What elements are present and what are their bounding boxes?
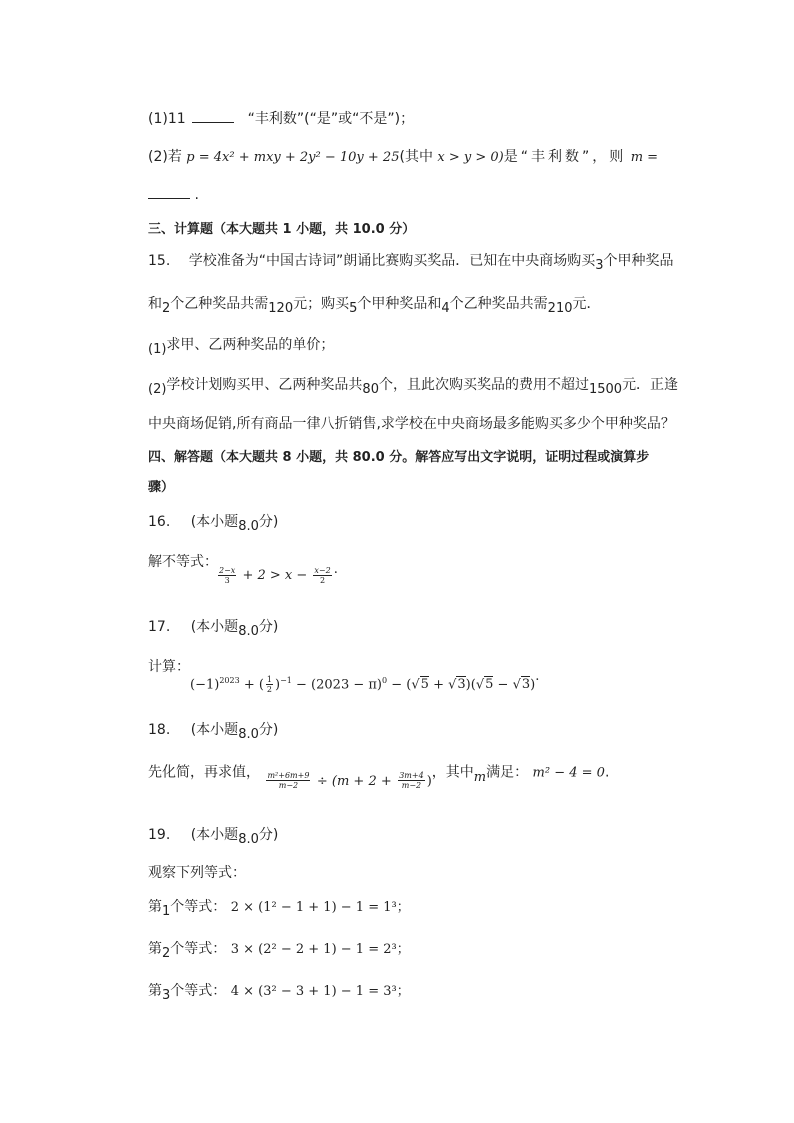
q17-score: (本小题: [190, 619, 239, 635]
q15-text: 个甲种奖品和: [357, 296, 442, 312]
q16-prompt: 解不等式：: [148, 554, 218, 570]
q17-header: [148, 618, 278, 637]
q15-line2: [148, 295, 601, 314]
q19-equation-expression: 4 × (3² − 3 + 1) − 1 = 3³；: [230, 984, 410, 999]
q16-score: 分): [258, 514, 279, 530]
q15-text: 和: [148, 296, 162, 312]
q19-equation-2: 第2个等式： 3 × (2² − 2 + 1) − 1 = 2³；: [148, 941, 410, 961]
q15-text: 个，且此次购买奖品的费用不超过: [378, 377, 589, 393]
q15-part2-line2: 中央商场促销,所有商品一律八折销售,求学校在中央商场最多能购买多少个甲种奖品？: [148, 416, 675, 432]
q18-fraction-2: $\frac{3m+4}{m-2}$: [399, 771, 424, 790]
q19-intro: 观察下列等式：: [148, 865, 246, 881]
q15-part2-label: (2): [148, 382, 167, 397]
q18-fraction-1: $\frac{\text{m²+6m+9}}{m-2}$: [267, 771, 310, 790]
q16-score-value: 8.0: [238, 519, 259, 534]
q15-part1: [148, 336, 334, 355]
q14-part2-text: 是“丰利数”，则: [503, 149, 627, 165]
q15-text: 元．: [572, 296, 601, 312]
q14-part1: [148, 110, 414, 128]
q18-number: 18.: [148, 722, 171, 738]
q15-text: 学校准备为“中国古诗词”朗诵比赛购买奖品．已知在中央商场购买: [188, 253, 596, 269]
q18-condition: m² − 4 = 0: [532, 765, 605, 781]
q19-equation-expression: 3 × (2² − 2 + 1) − 1 = 2³；: [230, 942, 410, 957]
q19-equation-3: 第3个等式： 4 × (3² − 3 + 1) − 1 = 3³；: [148, 983, 410, 1003]
q16-number: 16.: [148, 514, 171, 530]
q18-header: [148, 721, 278, 740]
q15-line1: [148, 252, 674, 271]
q16-inequality: $\frac{2-x}{3}$ + 2 > x − $\frac{x-2}{2}$ .: [219, 562, 338, 585]
q19-header: [148, 826, 278, 845]
q14-part2-m: m =: [630, 150, 659, 165]
q16-header: [148, 513, 278, 532]
q14-part1-text: “丰利数”(“是”或“不是”)；: [247, 111, 415, 127]
q14-part2-expression: p = 4x² + mxy + 2y² − 10y + 25: [186, 150, 400, 165]
q18-prompt: 先化简，再求值，: [148, 764, 260, 781]
q19-equation-expression: 2 × (1² − 1 + 1) − 1 = 1³；: [230, 900, 410, 915]
q16-inequality-middle: + 2 > x −: [242, 568, 308, 583]
q17-half-fraction: $\frac{1}{2}$: [266, 675, 273, 695]
q17-number: 17.: [148, 619, 171, 635]
q17-score-value: 8.0: [238, 624, 259, 639]
q15-number: 15.: [148, 253, 171, 269]
q15-text: 元．正逢: [622, 377, 679, 393]
q18-score: 分): [258, 722, 279, 738]
q14-part1-label: (1)11: [148, 111, 186, 127]
q15-text: 学校计划购买甲、乙两种奖品共: [166, 377, 363, 393]
q14-part2-condition: x > y > 0): [437, 150, 504, 165]
q18-problem: 先化简，再求值， $\frac{\text{m²+6m+9}}{m-2}$ ÷ (m + 2 + $\frac{3m+4}{m-2}$ )，其中m满足： m² − 4 = 0.: [148, 764, 610, 790]
q17-expression: $(-1)^{2023}$ + ( $\frac{1}{2}$ )$^{-1} - (2023 - \pi)^0 - (√5 + √3)(√5 - √3)$.: [190, 669, 540, 695]
answer-blank: [192, 111, 234, 123]
q18-score-value: 8.0: [238, 727, 259, 742]
q17-score: 分): [258, 619, 279, 635]
section4-heading-line1: 四、解答题（本大题共 8 小题，共 80.0 分。解答应写出文字说明，证明过程或演算步: [148, 450, 650, 465]
q16-fraction-2: $\frac{x-2}{2}$: [314, 566, 331, 585]
q16-fraction-1: $\frac{2-x}{3}$: [219, 566, 236, 585]
q15-number-value: 120: [268, 301, 294, 316]
q14-part2: [148, 148, 658, 167]
q14-part2-cond-prefix: (其中: [399, 149, 433, 165]
q15-number-value: 1500: [588, 382, 623, 397]
q15-number-value: 5: [349, 301, 358, 316]
q15-number-value: 4: [441, 301, 450, 316]
q18-score: (本小题: [190, 722, 239, 738]
q19-score: 分): [258, 827, 279, 843]
q19-score: (本小题: [190, 827, 239, 843]
q15-number-value: 80: [362, 382, 379, 397]
q19-number: 19.: [148, 827, 171, 843]
q14-part2-answer-line: .: [148, 186, 199, 204]
q15-part1-text: 求甲、乙两种奖品的单价；: [166, 337, 335, 353]
q15-number-value: 3: [595, 258, 604, 273]
q15-text: 元；购买: [293, 296, 350, 312]
q19-score-value: 8.0: [238, 832, 259, 847]
q19-equation-1: 第1个等式： 2 × (1² − 1 + 1) − 1 = 1³；: [148, 899, 410, 919]
q16-score: (本小题: [190, 514, 239, 530]
q15-part2: [148, 376, 678, 395]
q15-part1-label: (1): [148, 342, 167, 357]
q15-number-value: 2: [162, 301, 171, 316]
q15-number-value: 210: [547, 301, 573, 316]
q15-text: 个乙种奖品共需: [449, 296, 548, 312]
q14-part2-label: (2)若: [148, 149, 182, 165]
q17-prompt: 计算：: [148, 659, 190, 675]
answer-blank: [148, 187, 190, 199]
section4-heading-line2: 骤）: [148, 480, 175, 495]
q15-text: 个甲种奖品: [603, 253, 674, 269]
q15-text: 个乙种奖品共需: [170, 296, 269, 312]
section3-heading: 三、计算题（本大题共 1 小题，共 10.0 分）: [148, 222, 416, 237]
